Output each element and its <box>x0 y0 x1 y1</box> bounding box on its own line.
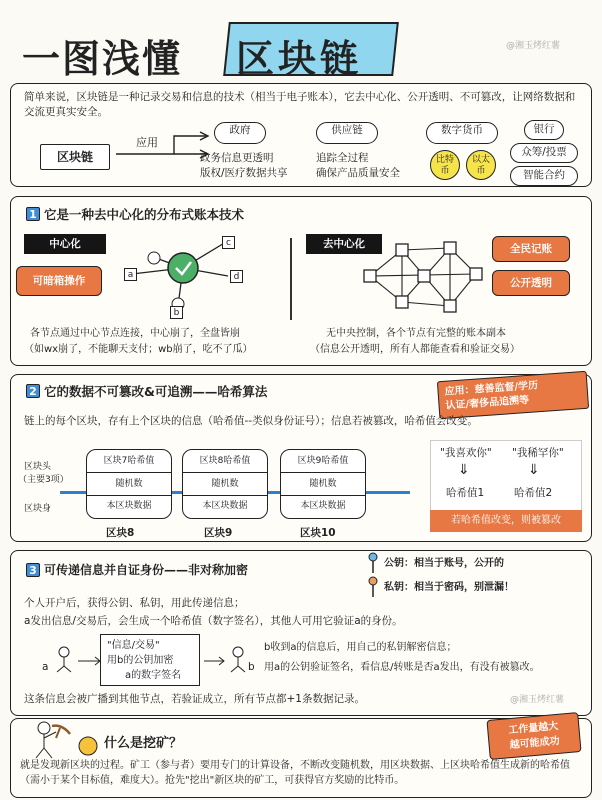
hash-text-b: "我稀罕你" <box>512 447 564 459</box>
central-label: 中心化 <box>24 234 106 254</box>
arrow-msg-to-b <box>204 656 226 666</box>
person-a-label: a <box>42 661 49 673</box>
block-row: 区块7哈希值 <box>87 450 171 473</box>
blockchain-node <box>40 144 110 170</box>
intro-text: 简单来说，区块链是一种记录交易和信息的技术（相当于电子账本），它去中心化、公开透明、不可篡改，让网络数据和交流更真实安全。 <box>24 91 576 118</box>
bitcoin-coin: 比特币 <box>430 150 460 180</box>
block-10-name: 区块10 <box>300 527 336 539</box>
central-node-b: b <box>170 306 183 319</box>
msg-line: a的数字签名 <box>125 670 182 681</box>
decentral-desc-2: （信息公开透明，所有人都能查看和验证交易） <box>310 344 520 355</box>
hash-note: 若哈希值改变，则被篡改 <box>430 510 582 532</box>
block-8-name: 区块8 <box>106 527 135 539</box>
gov-pill: 政府 <box>214 122 266 144</box>
mining-title: 什么是挖矿？ <box>104 736 183 751</box>
block-row: 本区块数据 <box>202 501 248 511</box>
section3-line-2: a发出信息/交易后，会生成一个哈希值（数字签名），其他人可用它验证a的身份。 <box>24 615 403 627</box>
apply-arrow <box>114 130 214 170</box>
msg-line: 用b的公钥加密 <box>107 655 174 666</box>
mining-text: 就是发现新区块的过程。矿工（参与者）要用专门的计算设备，不断改变随机数，用区块数据、上区块哈希值生成新的哈希值（需小于某个目标值，难度大）。抢先"挖出"新区块的矿工，可获得官方奖励的比特币。 <box>20 760 570 786</box>
hash-value-2: 哈希值2 <box>514 487 553 499</box>
block-9 <box>182 449 268 519</box>
block-row: 随机数 <box>281 473 365 496</box>
section2-app-note: 应用：慈善监督/学历 认证/奢侈品追溯等 <box>437 371 589 419</box>
decentral-network <box>360 240 490 320</box>
block-row: 本区块数据 <box>300 501 346 511</box>
private-key-text: 私钥：相当于密码，别泄漏！ <box>384 582 514 593</box>
private-key-icon <box>368 576 378 598</box>
section3-number: 3 <box>26 563 40 577</box>
gov-line-2: 版权/医疗数据共享 <box>200 167 288 179</box>
supply-pill: 供应链 <box>316 122 378 144</box>
section2-number: 2 <box>26 384 40 398</box>
decentral-label: 去中心化 <box>306 234 382 254</box>
section1-title: 它是一种去中心化的分布式账本技术 <box>44 207 245 222</box>
decentral-desc-1: 无中央控制，各个节点有完整的账本副本 <box>326 328 506 339</box>
crowdfund-pill: 众筹/投票 <box>510 143 578 163</box>
central-tag: 可暗箱操作 <box>16 266 102 296</box>
tag-everyone-ledger: 全民记账 <box>492 236 570 262</box>
broadcast-text: 这条信息会被广播到其他节点，若验证成立，所有节点都+1条数据记录。 <box>24 693 365 705</box>
mining-note: 工作量越大 越可能成功 <box>486 712 581 760</box>
contract-pill: 智能合约 <box>510 166 578 186</box>
head-label-1: 区块头 <box>24 462 52 472</box>
block-10 <box>280 449 366 519</box>
apply-label: 应用 <box>136 136 158 149</box>
miner-icon <box>22 720 102 760</box>
person-a-icon <box>54 646 74 674</box>
hash-value-1: 哈希值1 <box>446 487 485 499</box>
central-node-c: c <box>222 236 235 249</box>
block-row: 区块9哈希值 <box>281 450 365 473</box>
bank-pill: 银行 <box>524 120 564 140</box>
supply-line-1: 追踪全过程 <box>316 152 369 164</box>
head-label-2: （主要3项） <box>18 475 69 485</box>
block-row: 本区块数据 <box>106 501 152 511</box>
ether-coin: 以太币 <box>466 150 496 180</box>
msg-line: "信息/交易" <box>107 640 160 651</box>
public-key-icon <box>368 552 378 574</box>
section3-title: 可传递信息并自证身份——非对称加密 <box>44 563 249 577</box>
section2-title: 它的数据不可篡改&可追溯——哈希算法 <box>44 384 268 399</box>
section1-divider <box>290 238 292 320</box>
block-8 <box>86 449 172 519</box>
down-arrow-icon: ⇓ <box>458 462 470 478</box>
b-line-1: b收到a的信息后，用自己的私钥解密信息； <box>264 642 457 653</box>
public-key-text: 公钥：相当于账号，公开的 <box>384 558 504 569</box>
supply-line-2: 确保产品质量安全 <box>316 167 400 179</box>
central-network <box>116 226 266 322</box>
central-desc-2: （如wx崩了，不能聊天支付；wb崩了，吃不了瓜） <box>24 344 253 355</box>
central-node-a: a <box>124 268 137 281</box>
title-highlight: 区块链 <box>236 37 363 81</box>
page-title <box>22 22 402 82</box>
arrow-a-to-msg <box>78 656 102 666</box>
block-9-name: 区块9 <box>204 527 233 539</box>
section2-text: 链上的每个区块，存有上个区块的信息（哈希值--类似身份证号）；信息若被篡改，哈希值会改变。 <box>24 415 478 427</box>
blockchain-node-label: 区块链 <box>56 150 93 164</box>
message-box <box>100 634 200 686</box>
title-prefix: 一图浅懂 <box>22 37 183 81</box>
down-arrow-icon: ⇓ <box>528 462 540 478</box>
body-label: 区块身 <box>24 504 52 514</box>
watermark: @湘玉烤红薯 <box>506 41 561 51</box>
gov-line-1: 政务信息更透明 <box>200 152 274 164</box>
section3-line-1: 个人开户后，获得公钥、私钥，用此传递信息； <box>24 597 245 609</box>
hash-text-a: "我喜欢你" <box>440 447 492 459</box>
b-line-2: 用a的公钥验证签名，看信息/转账是否a发出，有没有被篡改。 <box>264 662 540 673</box>
section1-number: 1 <box>26 207 40 221</box>
central-node-d: d <box>230 270 243 283</box>
tag-transparent: 公开透明 <box>492 270 570 296</box>
block-row: 随机数 <box>183 473 267 496</box>
block-row: 随机数 <box>87 473 171 496</box>
watermark: @湘玉烤红薯 <box>510 695 565 705</box>
person-b-icon <box>228 646 248 674</box>
currency-pill: 数字货币 <box>426 122 498 144</box>
central-desc-1: 各节点通过中心节点连接，中心崩了，全盘皆崩 <box>30 328 240 339</box>
person-b-label: b <box>248 661 255 673</box>
block-row: 区块8哈希值 <box>183 450 267 473</box>
